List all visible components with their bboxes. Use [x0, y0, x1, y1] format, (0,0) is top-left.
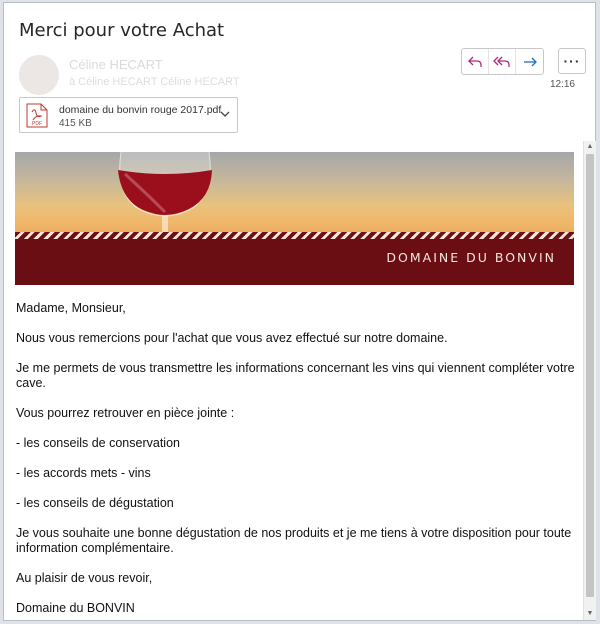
paragraph-thanks: Nous vous remercions pour l'achat que vous avez effectué sur notre domaine. [16, 331, 448, 345]
scroll-up-icon[interactable]: ▲ [586, 143, 594, 150]
brand-name: DOMAINE DU BONVIN [386, 250, 556, 265]
vertical-scrollbar[interactable] [583, 141, 596, 620]
signature: Domaine du BONVIN [16, 601, 135, 615]
decorative-stripe [15, 232, 574, 239]
more-actions-button[interactable]: ··· [558, 48, 586, 74]
reply-icon [467, 55, 483, 69]
wine-glass-illustration [115, 152, 225, 236]
email-reading-pane [3, 2, 596, 621]
list-item: - les accords mets - vins [16, 466, 151, 480]
sender-info [19, 55, 439, 95]
recipients: à Céline HECART Céline HECART [69, 76, 240, 88]
message-actions [461, 48, 544, 75]
chevron-down-icon[interactable] [219, 108, 231, 120]
sunset-background [15, 152, 574, 238]
forward-button[interactable] [516, 49, 543, 74]
reply-button[interactable] [462, 49, 489, 74]
paragraph-closing: Je vous souhaite une bonne dégustation de nos produits et je me tiens à votre disposition pour toute information complémentaire. [16, 526, 572, 555]
message-body [11, 141, 596, 620]
message-text [16, 301, 576, 620]
sender-name[interactable]: Céline HECART [69, 57, 163, 72]
reply-all-button[interactable] [489, 49, 516, 74]
received-time: 12:16 [549, 79, 575, 90]
pdf-icon-label: PDF [32, 121, 42, 127]
attachment-filename: domaine du bonvin rouge 2017.pdf [59, 104, 222, 116]
scroll-thumb[interactable] [586, 154, 594, 597]
paragraph-attachment-intro: Vous pourrez retrouver en pièce jointe : [16, 406, 235, 420]
attachment-card[interactable] [19, 97, 238, 133]
email-subject: Merci pour votre Achat [19, 20, 225, 41]
list-item: - les conseils de conservation [16, 436, 180, 450]
forward-icon [522, 55, 538, 69]
pdf-file-icon [26, 103, 48, 128]
paragraph-farewell: Au plaisir de vous revoir, [16, 571, 153, 585]
reply-all-icon [493, 55, 511, 69]
list-item: - les conseils de dégustation [16, 496, 174, 510]
scroll-down-icon[interactable]: ▼ [586, 610, 594, 617]
email-banner [15, 152, 574, 285]
greeting: Madame, Monsieur, [16, 301, 126, 315]
avatar[interactable] [19, 55, 59, 95]
attachment-size: 415 KB [59, 118, 92, 129]
paragraph-info: Je me permets de vous transmettre les informations concernant les vins qui viennent compléter votre cave. [16, 361, 575, 390]
